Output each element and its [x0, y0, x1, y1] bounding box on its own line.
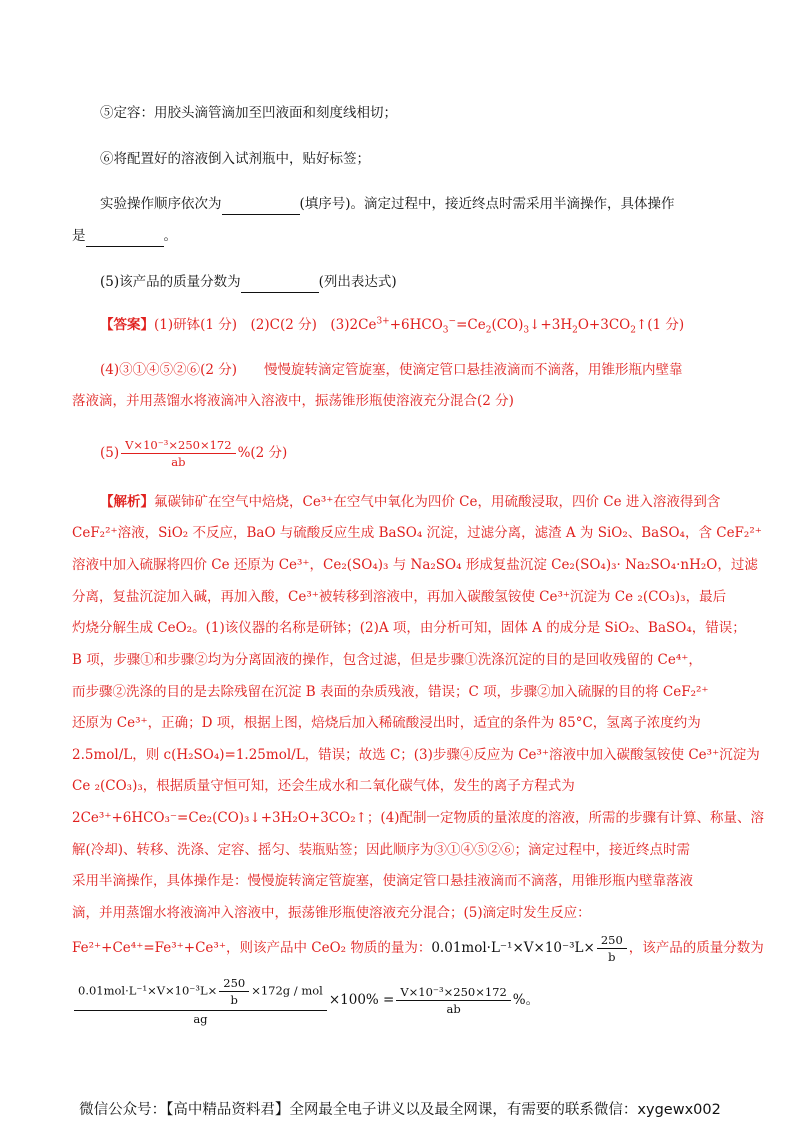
question-5: (5)该产品的质量分数为 (列出表达式) [100, 272, 397, 293]
answer-line-2: (4)③①④⑤②⑥(2 分) 慢慢旋转滴定管旋塞，使滴定管口悬挂液滴而不滴落，用锥形瓶内壁靠 [100, 362, 683, 378]
moles-fraction: $\frac{250}{b}$ [597, 932, 627, 965]
analysis-line-13: 采用半滴操作，具体操作是：慢慢旋转滴定管旋塞，使滴定管口悬挂液滴而不滴落，用锥形瓶内壁靠落液 [72, 873, 693, 889]
result-fraction: $\frac{\text{V×10⁻³×250×172}}{ab}$ [396, 984, 510, 1017]
answer-blank [222, 194, 300, 215]
order-line-2: 是 。 [72, 226, 177, 247]
analysis-line-6: B 项，步骤①和步骤②均为分离固液的操作，包含过滤，但是步骤①洗涤沉淀的目的是回收残留的 Ce⁴⁺， [72, 652, 702, 668]
order-line: 实验操作顺序依次为 (填序号)。滴定过程中，接近终点时需采用半滴操作，具体操作 [100, 194, 675, 215]
answer-line-3: 落液滴，并用蒸馏水将液滴冲入溶液中，振荡锥形瓶使溶液充分混合(2 分) [72, 393, 514, 409]
analysis-line-4: 分离，复盐沉淀加入碱，再加入酸，Ce³⁺被转移到溶液中，再加入碳酸氢铵使 Ce³⁺沉淀为 Ce ₂(CO₃)₃，最后 [72, 589, 727, 605]
answer-label: 【答案】 [100, 317, 154, 333]
mass-fraction-expression: 0.01mol·L⁻¹×V×10⁻³L× $\frac{250}{b}$ ×172g / mol ag [74, 975, 327, 1027]
answer-line-5: (5) $\frac{\text{V×10⁻³×250×172}}{ab}$ %(2 分) [100, 438, 288, 469]
analysis-line-2: CeF₂²⁺溶液，SiO₂ 不反应，BaO 与硫酸反应生成 BaSO₄ 沉淀，过滤分离，滤渣 A 为 SiO₂、BaSO₄，含 CeF₂²⁺ [72, 525, 762, 541]
analysis-line-8: 还原为 Ce³⁺，正确；D 项，根据上图，焙烧后加入稀硫酸浸出时，适宜的条件为 85°C，氢离子浓度约为 [72, 715, 701, 731]
analysis-line-3: 溶液中加入硫脲将四价 Ce 还原为 Ce³⁺，Ce₂(SO₄)₃ 与 Na₂SO₄ 形成复盐沉淀 Ce₂(SO₄)₃· Na₂SO₄·nH₂O，过滤 [72, 557, 758, 573]
analysis-line-7: 而步骤②洗涤的目的是去除残留在沉淀 B 表面的杂质残液，错误；C 项，步骤②加入硫脲的目的将 CeF₂²⁺ [72, 684, 709, 700]
footer-notice: 微信公众号：【高中精品资料君】全网最全电子讲义以及最全网课，有需要的联系微信：xygewx002 [79, 1102, 721, 1118]
step-5: ⑤定容：用胶头滴管滴加至凹液面和刻度线相切； [100, 105, 397, 121]
answer-line-1: 【答案】(1)研钵(1 分) (2)C(2 分) $(3)2Ce^{3+}+6HCO_3^-=Ce_2(CO)_3↓+3H_2O+3CO_2↑(1$ 分) [100, 316, 685, 336]
step-6: ⑥将配置好的溶液倒入试剂瓶中，贴好标签； [100, 151, 370, 167]
analysis-line-15: Fe²⁺+Ce⁴⁺=Fe³⁺+Ce³⁺，则该产品中 CeO₂ 物质的量为：0.01mol·L⁻¹×V×10⁻³L× $\frac{250}{b}$ ，该产品的质量分数为 [72, 933, 764, 964]
analysis-line-11: 2Ce³⁺+6HCO₃⁻=Ce₂(CO)₃↓+3H₂O+3CO₂↑；(4)配制一定物质的量浓度的溶液，所需的步骤有计算、称量、溶 [72, 810, 765, 826]
analysis-line-16: 0.01mol·L⁻¹×V×10⁻³L× $\frac{250}{b}$ ×172g / mol ag ×100% = $\frac{\text{V×10⁻³×250×172}}{ab}$ %。 [72, 972, 539, 1028]
analysis-line-1: 【解析】氟碳铈矿在空气中焙烧，Ce³⁺在空气中氧化为四价 Ce，用硫酸浸取，四价 Ce 进入溶液得到含 [100, 494, 721, 510]
answer-blank [86, 226, 164, 247]
analysis-line-5: 灼烧分解生成 CeO₂。(1)该仪器的名称是研钵；(2)A 项，由分析可知，固体 A 的成分是 SiO₂、BaSO₄，错误； [72, 620, 746, 636]
analysis-line-9: 2.5mol/L，则 c(H₂SO₄)=1.25mol/L，错误；故选 C；(3)步骤④反应为 Ce³⁺溶液中加入碳酸氢铵使 Ce³⁺沉淀为 [72, 747, 760, 763]
analysis-line-14: 滴，并用蒸馏水将液滴冲入溶液中，振荡锥形瓶使溶液充分混合；(5)滴定时发生反应： [72, 905, 591, 921]
analysis-label: 【解析】 [100, 494, 154, 510]
analysis-line-12: 解(冷却)、转移、洗涤、定容、摇匀、装瓶贴签；因此顺序为③①④⑤②⑥；滴定过程中，接近终点时需 [72, 842, 691, 858]
answer-fraction: $\frac{\text{V×10⁻³×250×172}}{ab}$ [121, 437, 235, 470]
answer-blank [241, 272, 319, 293]
analysis-line-10: Ce ₂(CO₃)₃，根据质量守恒可知，还会生成水和二氧化碳气体，发生的离子方程式为 [72, 778, 575, 794]
